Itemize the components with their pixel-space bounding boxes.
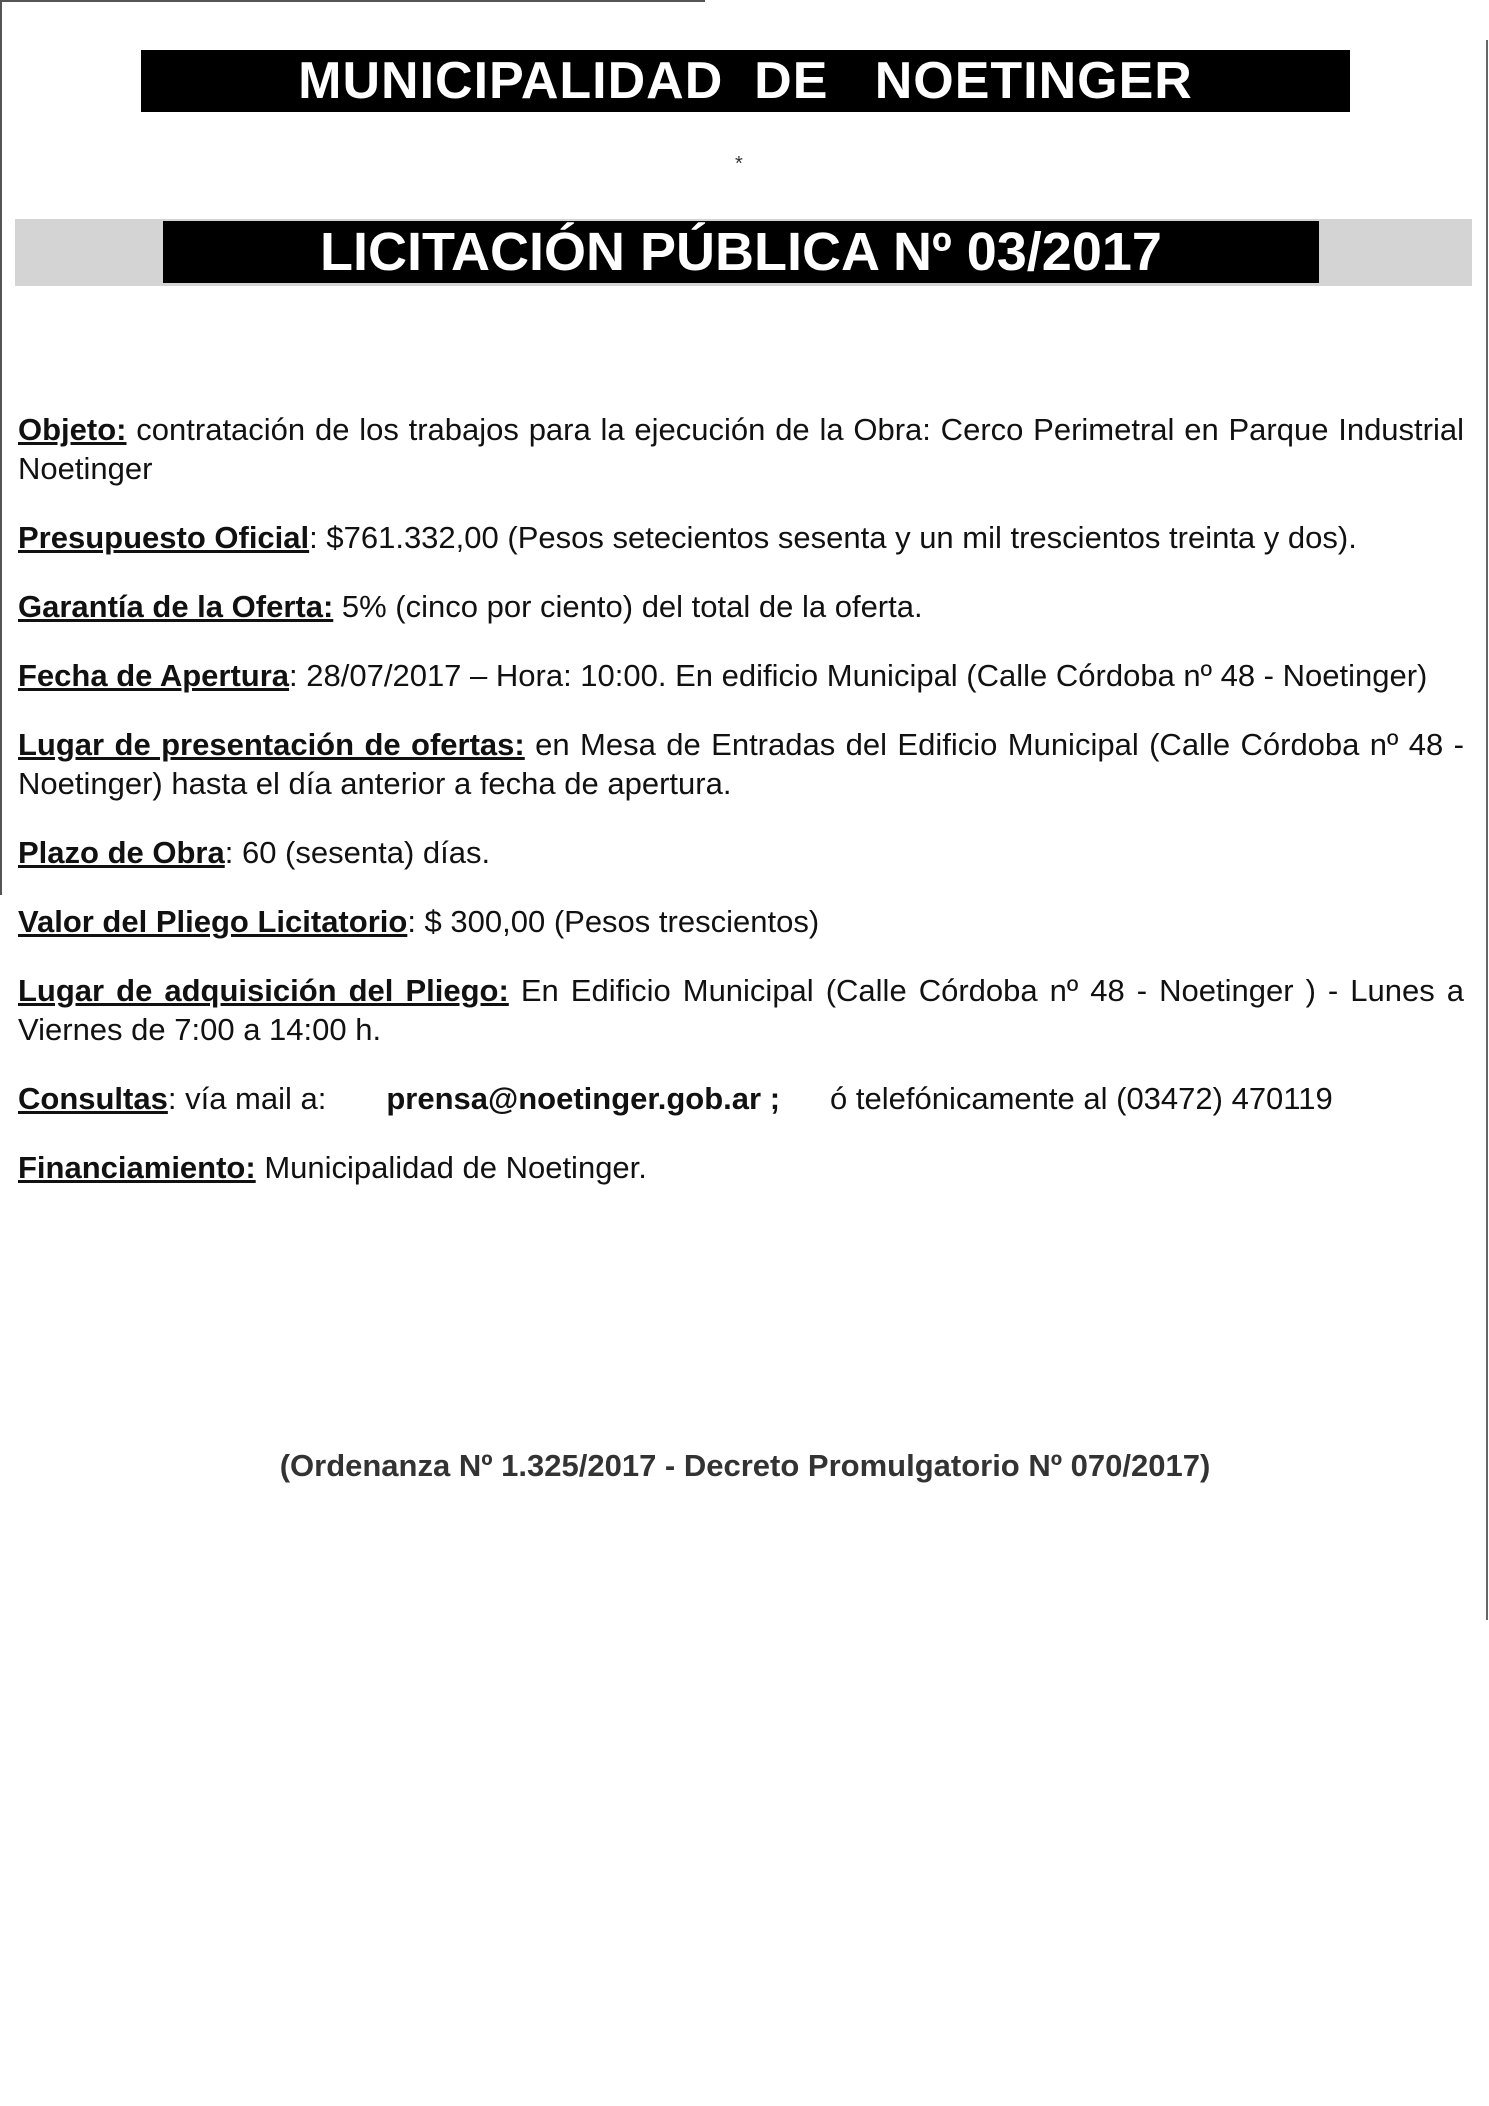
page-frame-top [0,0,705,2]
field-value: En Edificio Municipal (Calle Córdoba nº 48 - Noetinger ) - Lunes a Viernes de 7:00 a 14:00 h. [18,973,1465,1047]
ordinance-footer: (Ordenanza Nº 1.325/2017 - Decreto Promulgatorio Nº 070/2017) [279,1448,1211,1483]
field-label: Consultas [18,1081,168,1116]
asterisk-mark: * [735,153,743,175]
tender-title: LICITACIÓN PÚBLICA Nº 03/2017 [163,221,1319,283]
field-value: : $761.332,00 (Pesos setecientos sesenta y un mil trescientos treinta y dos). [309,520,1357,555]
contact-email[interactable]: prensa@noetinger.gob.ar ; [386,1081,781,1116]
field-label: Lugar de presentación de ofertas: [18,727,525,762]
field-fecha-apertura [18,656,1464,695]
field-presupuesto [18,518,1464,557]
field-financiamiento [18,1148,1464,1187]
field-consultas [18,1079,1464,1118]
tender-details [18,410,1464,1217]
page-frame-left [0,0,2,895]
field-label: Fecha de Apertura [18,658,290,693]
field-objeto [18,410,1464,488]
field-label: Valor del Pliego Licitatorio [18,904,408,939]
field-label: Financiamiento: [18,1150,256,1185]
municipality-heading: MUNICIPALIDAD DE NOETINGER [141,50,1350,112]
field-plazo-obra [18,833,1464,872]
field-label: Garantía de la Oferta: [18,589,334,624]
field-label: Lugar de adquisición del Pliego: [18,973,509,1008]
field-label: Presupuesto Oficial [18,520,310,555]
field-value: 5% (cinco por ciento) del total de la oferta. [333,589,923,624]
field-value: contratación de los trabajos para la ejecución de la Obra: Cerco Perimetral en Parque Industrial Noetinger [18,412,1464,486]
field-value: Municipalidad de Noetinger. [255,1150,647,1185]
field-label: Plazo de Obra [18,835,225,870]
field-value: en Mesa de Entradas del Edificio Municipal (Calle Córdoba nº 48 - Noetinger) hasta el día anterior a fecha de apertura. [18,727,1464,801]
field-value: : 28/07/2017 – Hora: 10:00. En edificio Municipal (Calle Córdoba nº 48 - Noetinger) [289,658,1428,693]
field-valor-pliego [18,902,1464,941]
consultas-phone: ó telefónicamente al (03472) 470119 [830,1081,1333,1116]
field-lugar-adquisicion [18,971,1464,1049]
field-label: Objeto: [18,412,127,447]
field-value: : $ 300,00 (Pesos trescientos) [407,904,820,939]
field-garantia [18,587,1464,626]
field-lugar-presentacion [18,725,1464,803]
page-frame-right [1486,40,1488,1620]
consultas-prefix: : vía mail a: [167,1081,327,1116]
field-value: : 60 (sesenta) días. [224,835,491,870]
